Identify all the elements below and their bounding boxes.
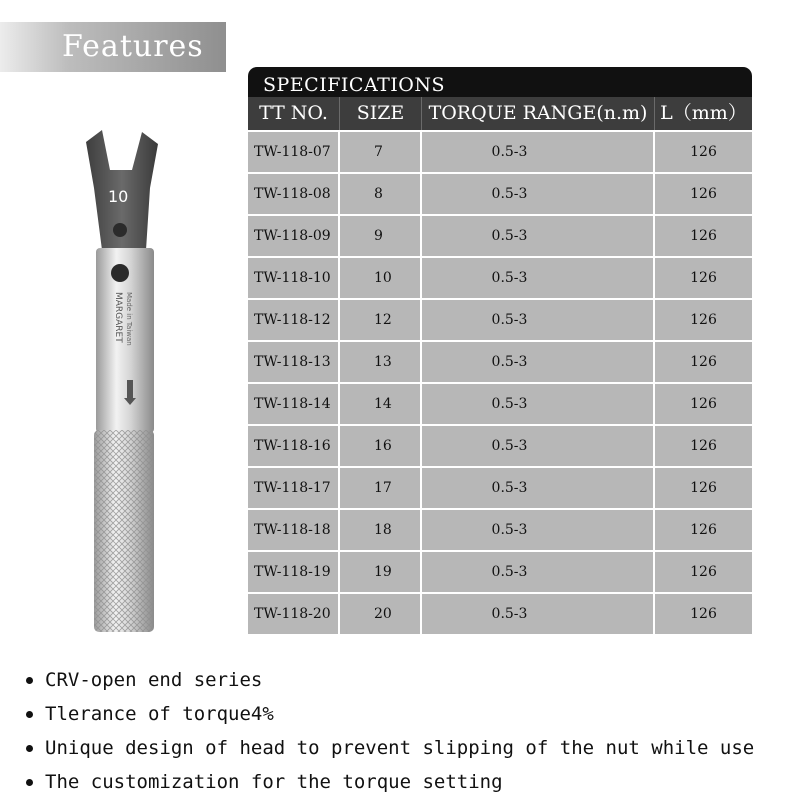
cell-torque-range: 0.5-3 bbox=[422, 594, 655, 634]
cell-tt-no: TW-118-12 bbox=[248, 300, 340, 340]
table-row bbox=[248, 592, 752, 634]
cell-size: 19 bbox=[340, 552, 422, 592]
cell-size: 7 bbox=[340, 132, 422, 172]
origin-engraving: Made in Taiwan bbox=[125, 292, 133, 346]
cell-torque-range: 0.5-3 bbox=[422, 258, 655, 298]
feature-item: Unique design of head to prevent slipping of the nut while use bbox=[26, 731, 754, 765]
cell-tt-no: TW-118-14 bbox=[248, 384, 340, 424]
cell-length: 126 bbox=[690, 312, 717, 328]
table-row bbox=[248, 298, 752, 340]
cell-torque-range: 0.5-3 bbox=[422, 342, 655, 382]
cell-torque-range: 0.5-3 bbox=[422, 216, 655, 256]
table-row bbox=[248, 466, 752, 508]
cell-length: 126 bbox=[690, 438, 717, 454]
cell-torque-range: 0.5-3 bbox=[422, 510, 655, 550]
spec-table bbox=[248, 67, 752, 634]
table-row bbox=[248, 172, 752, 214]
features-title: Features bbox=[62, 29, 204, 64]
features-list bbox=[26, 663, 754, 799]
table-row bbox=[248, 550, 752, 592]
table-row bbox=[248, 256, 752, 298]
cell-length: 126 bbox=[690, 144, 717, 160]
torque-wrench-image bbox=[80, 130, 170, 635]
cell-torque-range: 0.5-3 bbox=[422, 174, 655, 214]
cell-size: 8 bbox=[340, 174, 422, 214]
header-tt-no: TT NO. bbox=[248, 97, 340, 130]
table-row bbox=[248, 424, 752, 466]
head-size-mark: 10 bbox=[108, 187, 129, 206]
header-size: SIZE bbox=[340, 97, 422, 130]
header-length: L（mm） bbox=[660, 102, 747, 124]
header-torque-range: TORQUE RANGE(n.m) bbox=[422, 97, 655, 130]
cell-torque-range: 0.5-3 bbox=[422, 552, 655, 592]
cell-size: 20 bbox=[340, 594, 422, 634]
cell-torque-range: 0.5-3 bbox=[422, 384, 655, 424]
table-row bbox=[248, 340, 752, 382]
cell-length: 126 bbox=[690, 186, 717, 202]
table-row bbox=[248, 508, 752, 550]
head-screw bbox=[113, 223, 127, 237]
spec-table-title: SPECIFICATIONS bbox=[248, 67, 752, 97]
table-row bbox=[248, 214, 752, 256]
table-row bbox=[248, 382, 752, 424]
cell-size: 13 bbox=[340, 342, 422, 382]
cell-tt-no: TW-118-13 bbox=[248, 342, 340, 382]
cell-tt-no: TW-118-20 bbox=[248, 594, 340, 634]
feature-item: CRV-open end series bbox=[26, 663, 754, 697]
cell-tt-no: TW-118-18 bbox=[248, 510, 340, 550]
cell-size: 14 bbox=[340, 384, 422, 424]
cell-length: 126 bbox=[690, 354, 717, 370]
cell-size: 9 bbox=[340, 216, 422, 256]
adjust-hole bbox=[111, 264, 129, 282]
cell-torque-range: 0.5-3 bbox=[422, 468, 655, 508]
cell-size: 10 bbox=[340, 258, 422, 298]
brand-engraving: MARGARET bbox=[113, 292, 123, 343]
feature-item: The customization for the torque setting bbox=[26, 765, 754, 799]
cell-size: 17 bbox=[340, 468, 422, 508]
cell-tt-no: TW-118-07 bbox=[248, 132, 340, 172]
cell-length: 126 bbox=[690, 228, 717, 244]
cell-tt-no: TW-118-17 bbox=[248, 468, 340, 508]
spec-table-header bbox=[248, 97, 752, 130]
cell-length: 126 bbox=[690, 606, 717, 622]
cell-torque-range: 0.5-3 bbox=[422, 132, 655, 172]
cell-tt-no: TW-118-09 bbox=[248, 216, 340, 256]
cell-length: 126 bbox=[690, 480, 717, 496]
feature-item: Tlerance of torque4% bbox=[26, 697, 754, 731]
cell-length: 126 bbox=[690, 270, 717, 286]
cell-tt-no: TW-118-16 bbox=[248, 426, 340, 466]
cell-torque-range: 0.5-3 bbox=[422, 300, 655, 340]
cell-length: 126 bbox=[690, 564, 717, 580]
cell-size: 18 bbox=[340, 510, 422, 550]
table-row bbox=[248, 130, 752, 172]
cell-length: 126 bbox=[690, 396, 717, 412]
cell-tt-no: TW-118-08 bbox=[248, 174, 340, 214]
cell-size: 12 bbox=[340, 300, 422, 340]
cell-torque-range: 0.5-3 bbox=[422, 426, 655, 466]
cell-tt-no: TW-118-10 bbox=[248, 258, 340, 298]
cell-size: 16 bbox=[340, 426, 422, 466]
cell-tt-no: TW-118-19 bbox=[248, 552, 340, 592]
features-banner bbox=[0, 22, 226, 72]
cell-length: 126 bbox=[690, 522, 717, 538]
